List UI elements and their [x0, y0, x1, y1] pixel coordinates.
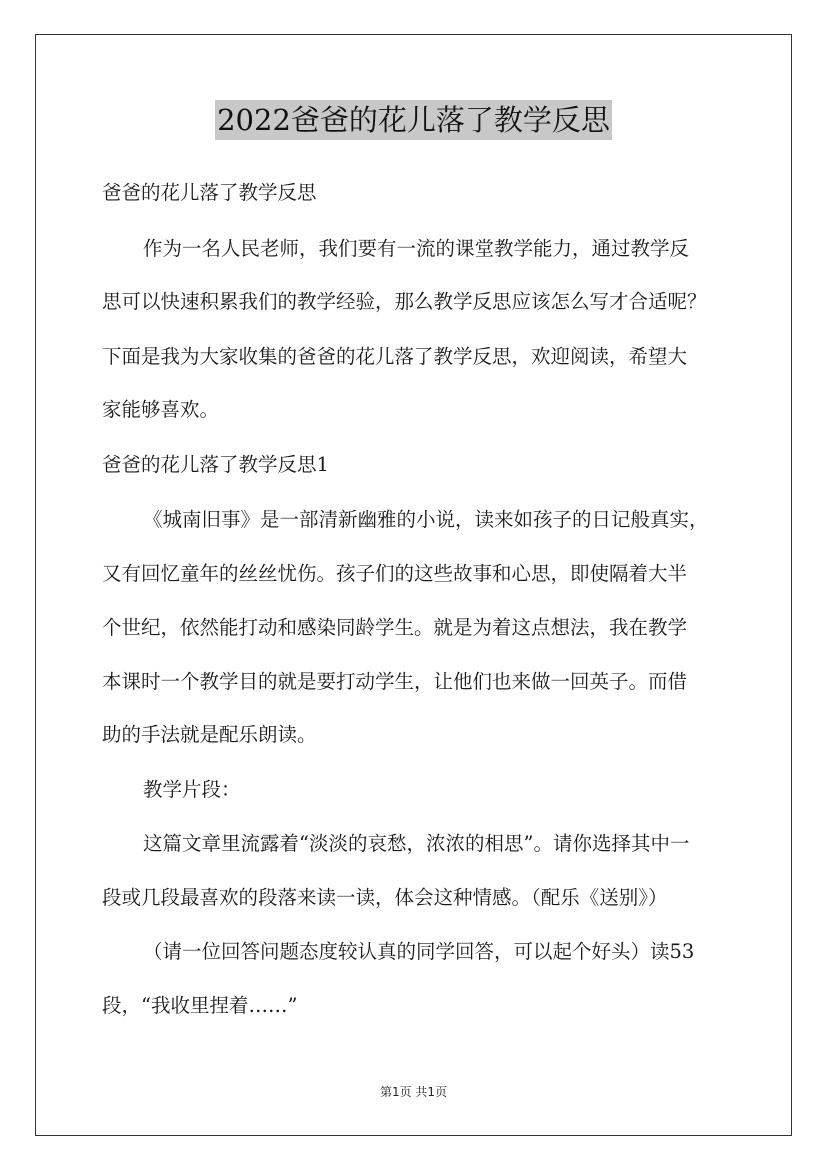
- paragraph-line: 家能够喜欢。: [102, 398, 220, 421]
- paragraph-line: 《城南旧事》是一部清新幽雅的小说，读来如孩子的日记般真实，: [143, 508, 709, 531]
- paragraph-line: 段或几段最喜欢的段落来读一读，体会这种情感。（配乐《送别》）: [102, 886, 668, 909]
- paragraph-line: 思可以快速积累我们的教学经验，那么教学反思应该怎么写才合适呢？: [102, 290, 707, 313]
- paragraph-line: （请一位回答问题态度较认真的同学回答，可以起个好头）读53: [143, 940, 695, 963]
- document-title: 2022爸爸的花儿落了教学反思: [215, 100, 612, 140]
- paragraph-line: 本课时一个教学目的就是要打动学生，让他们也来做一回英子。而借: [102, 670, 688, 693]
- section-heading-intro: 爸爸的花儿落了教学反思: [102, 181, 317, 204]
- paragraph-line: 个世纪，依然能打动和感染同龄学生。就是为着这点想法，我在教学: [102, 616, 688, 639]
- title-container: [0, 100, 827, 140]
- paragraph-line: 下面是我为大家收集的爸爸的花儿落了教学反思，欢迎阅读，希望大: [102, 345, 688, 368]
- paragraph-line: 作为一名人民老师，我们要有一流的课堂教学能力，通过教学反: [143, 237, 690, 260]
- paragraph-line: 段，“我收里捏着……”: [102, 994, 298, 1017]
- section-heading-1: 爸爸的花儿落了教学反思1: [102, 453, 329, 476]
- page-footer: 第1页 共1页: [379, 1085, 448, 1099]
- paragraph-line: 又有回忆童年的丝丝忧伤。孩子们的这些故事和心思，即使隔着大半: [102, 562, 688, 585]
- teaching-segment-label: 教学片段：: [143, 778, 241, 801]
- paragraph-line: 这篇文章里流露着“淡淡的哀愁，浓浓的相思”。请你选择其中一: [143, 832, 690, 855]
- paragraph-line: 助的手法就是配乐朗读。: [102, 723, 317, 746]
